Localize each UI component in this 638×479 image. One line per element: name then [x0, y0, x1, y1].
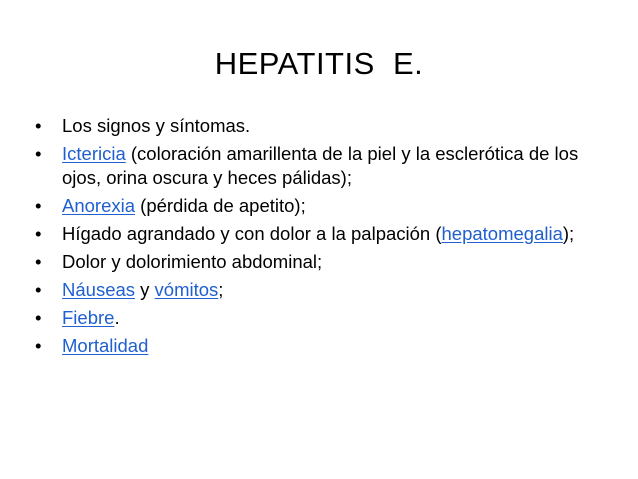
bullet-item — [35, 278, 615, 302]
bullet-text: (pérdida de apetito); — [135, 195, 306, 216]
bullet-icon: • — [35, 307, 42, 328]
vomitos-link[interactable]: vómitos — [154, 279, 219, 300]
bullet-item — [35, 142, 615, 190]
bullet-text: ; — [218, 279, 224, 300]
bullet-item — [35, 334, 615, 358]
bullet-item — [35, 114, 615, 138]
fiebre-link[interactable]: Fiebre — [62, 307, 115, 328]
bullet-icon: • — [35, 195, 42, 216]
bullet-text: (coloración amarillenta de la piel y la esclerótica de los ojos, orina oscura y heces pálidas); — [62, 143, 579, 188]
hepatomegalia-link[interactable]: hepatomegalia — [441, 223, 563, 244]
bullet-icon: • — [35, 279, 42, 300]
nauseas-link[interactable]: Náuseas — [62, 279, 136, 300]
slide-title: HEPATITIS E. — [214, 46, 424, 81]
bullet-item — [35, 194, 615, 218]
bullet-text: Dolor y dolorimiento abdominal; — [62, 251, 323, 272]
bullet-item — [35, 306, 615, 330]
bullet-list — [35, 114, 615, 362]
bullet-item — [35, 250, 615, 274]
bullet-text: Hígado agrandado y con dolor a la palpación ( — [62, 223, 442, 244]
bullet-text-end: ); — [562, 223, 575, 244]
anorexia-link[interactable]: Anorexia — [62, 195, 136, 216]
bullet-icon: • — [35, 115, 42, 136]
bullet-icon: • — [35, 143, 42, 164]
mortalidad-link[interactable]: Mortalidad — [62, 335, 149, 356]
bullet-text-mid: y — [135, 279, 155, 300]
bullet-item — [35, 222, 615, 246]
ictericia-link[interactable]: Ictericia — [62, 143, 126, 164]
bullet-text: . — [114, 307, 120, 328]
bullet-icon: • — [35, 335, 42, 356]
bullet-text: Los signos y síntomas. — [62, 115, 251, 136]
bullet-icon: • — [35, 251, 42, 272]
bullet-icon: • — [35, 223, 42, 244]
